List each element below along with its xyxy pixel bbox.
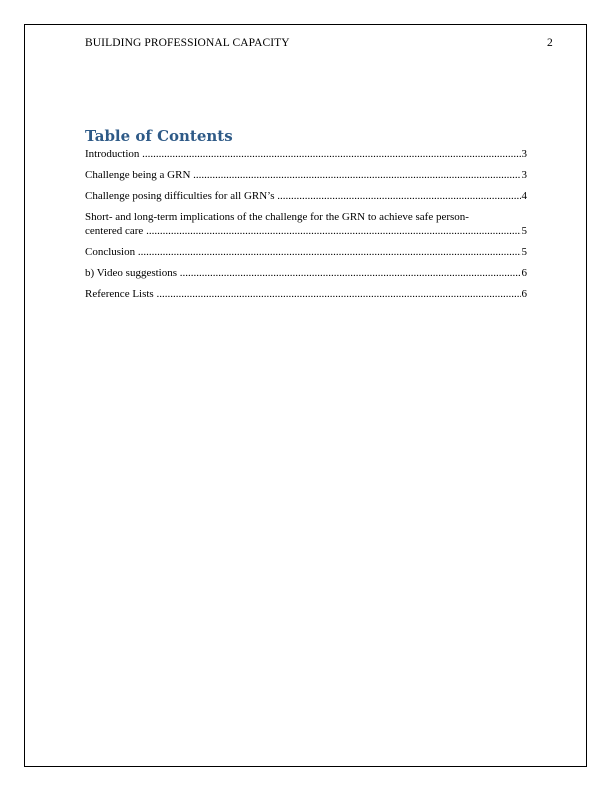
toc-entry-text: Reference Lists ..... [85, 287, 521, 301]
toc-entry-page: 6 [521, 267, 527, 279]
toc-entry-text: Challenge being a GRN ..... [85, 168, 521, 182]
toc-entry-page: 3 [521, 169, 527, 181]
toc-entry-challenge-all-grns[interactable] [85, 189, 527, 203]
toc-entry-text: Conclusion ..... [85, 245, 521, 259]
toc-entry-introduction[interactable] [85, 147, 527, 161]
table-of-contents [85, 147, 527, 308]
running-header: BUILDING PROFESSIONAL CAPACITY [85, 37, 290, 49]
toc-entry-text-line1: Short- and long-term implications of the challenge for the GRN to achieve safe person- [85, 211, 469, 223]
toc-entry-page: 6 [521, 288, 527, 300]
toc-entry-page: 3 [521, 148, 527, 160]
toc-entry-text: b) Video suggestions ..... [85, 266, 521, 280]
toc-entry-page: 5 [521, 225, 527, 237]
toc-entry-reference-lists[interactable] [85, 287, 527, 301]
toc-entry-text: Challenge posing difficulties for all GRN’s ..... [85, 189, 521, 203]
toc-entry-implications[interactable] [85, 210, 527, 238]
toc-entry-text: centered care ..... [85, 224, 521, 238]
toc-entry-video-suggestions[interactable] [85, 266, 527, 280]
toc-entry-line2 [85, 224, 527, 238]
toc-heading: Table of Contents [85, 127, 233, 145]
toc-entry-page: 4 [521, 190, 527, 202]
toc-entry-page: 5 [521, 246, 527, 258]
toc-entry-text: Introduction ..... [85, 147, 521, 161]
page-number: 2 [547, 37, 553, 49]
toc-entry-conclusion[interactable] [85, 245, 527, 259]
toc-entry-challenge-grn[interactable] [85, 168, 527, 182]
